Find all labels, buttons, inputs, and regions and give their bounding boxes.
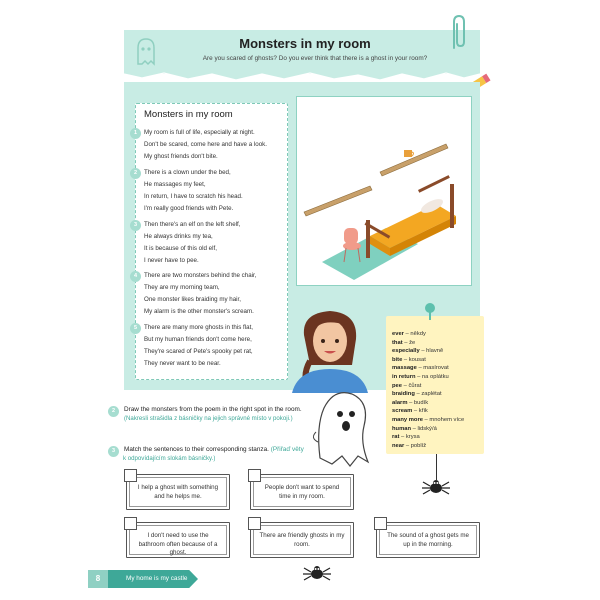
room-illustration [300,120,468,280]
poem-line: They are my morning team, [144,284,220,292]
vocabulary-item: in return – na oplátku [392,373,449,380]
stanza-number: 4 [130,271,141,282]
poem-line: There are many more ghosts in this flat, [144,324,254,331]
answer-checkbox[interactable] [124,517,137,530]
task-number: 2 [108,406,119,417]
task-2 [108,406,348,424]
poem-line: He massages my feet, [144,181,206,189]
answer-checkbox[interactable] [374,517,387,530]
task-instruction [124,446,348,455]
vocabulary-item: many more – mnohem více [392,416,465,423]
vocabulary-item: that – že [392,339,416,346]
girl-illustration [290,305,380,393]
page-number: 8 [88,570,108,588]
poem-line: He always drinks my tea, [144,233,213,241]
vocabulary-item: pee – čůrat [392,382,422,389]
stanza-number: 5 [130,323,141,334]
poem-line: In return, I have to scratch his head. [144,193,243,201]
vocabulary-item: human – lidský/á [392,425,437,432]
poem-line: Don't be scared, come here and have a look. [144,141,267,149]
match-card [250,474,354,510]
task-number: 3 [108,446,119,457]
card-text: People don't want to spend time in my room. [264,484,340,500]
poem-line: I never have to pee. [144,257,199,265]
vocabulary-item: massage – masírovat [392,365,449,372]
poem-line: They never want to be near. [144,360,221,368]
footer-label: My home is my castle [126,575,188,582]
torn-paper-edge [124,70,480,82]
vocabulary-item: alarm – budík [392,399,429,406]
stanza-1 [133,127,294,163]
page-subtitle: Are you scared of ghosts? Do you ever think that there is a ghost in your room? [202,55,428,62]
stanza-number: 3 [130,220,141,231]
vocabulary-list [392,330,484,450]
card-text: There are friendly ghosts in my room. [259,532,345,548]
poem-title: Monsters in my room [144,109,233,120]
stanza-5 [133,322,294,370]
poem-line: I'm really good friends with Pete. [144,205,234,213]
match-card [376,522,480,558]
match-card [126,522,230,558]
poem-line: My ghost friends don't bite. [144,153,218,161]
poem-line: They're scared of Pete's spooky pet rat, [144,348,253,356]
vocabulary-item: scream – křik [392,408,428,415]
poem-line: There are two monsters behind the chair, [144,272,257,279]
task-3 [108,446,348,464]
stanza-4 [133,270,294,318]
vocabulary-item: braiding – zaplétat [392,391,442,398]
vocabulary-item: rat – krysa [392,434,420,441]
stanza-2 [133,167,294,215]
card-text: I help a ghost with something and he helps me. [137,484,219,500]
poem-line: My alarm is the other monster's scream. [144,308,254,316]
spider-icon [421,474,451,504]
poem-line: One monster likes braiding my hair, [144,296,241,304]
task-translation: k odpovídajícím slokám básničky.) [123,454,216,462]
stanza-number: 1 [130,128,141,139]
vocabulary-item: near – poblíž [392,442,427,449]
card-text: The sound of a ghost gets me up in the morning. [387,532,469,548]
poem-line: But my human friends don't come here, [144,336,252,344]
task-instruction: Draw the monsters from the poem in the right spot in the room. [124,406,302,413]
paperclip-icon [448,12,468,52]
poem-line: It is because of this old elf, [144,245,217,253]
task-translation-start: (Přiřaď věty [270,446,304,453]
spider-icon [302,558,332,588]
card-text: I don't need to use the bathroom often because of a ghost. [138,532,218,557]
poem-line: Then there's an elf on the left shelf, [144,221,241,228]
task-instruction-text: Match the sentences to their corresponding stanza. [124,446,269,453]
poem-line: There is a clown under the bed, [144,169,231,176]
answer-checkbox[interactable] [248,469,261,482]
vocabulary-item: ever – někdy [392,331,426,337]
match-card [126,474,230,510]
page-title: Monsters in my room [239,36,371,51]
answer-checkbox[interactable] [124,469,137,482]
stanza-number: 2 [130,168,141,179]
stanza-3 [133,219,294,267]
answer-checkbox[interactable] [248,517,261,530]
pin-icon [422,302,438,322]
task-translation: (Nakresli strašidla z básničky na jejich správné místo v pokoji.) [124,414,293,422]
ghost-outline-icon [132,36,160,68]
vocabulary-item: especially – hlavně [392,348,444,355]
vocabulary-item: bite – kousat [392,356,426,363]
match-card [250,522,354,558]
poem-line: My room is full of life, especially at night. [144,129,255,136]
